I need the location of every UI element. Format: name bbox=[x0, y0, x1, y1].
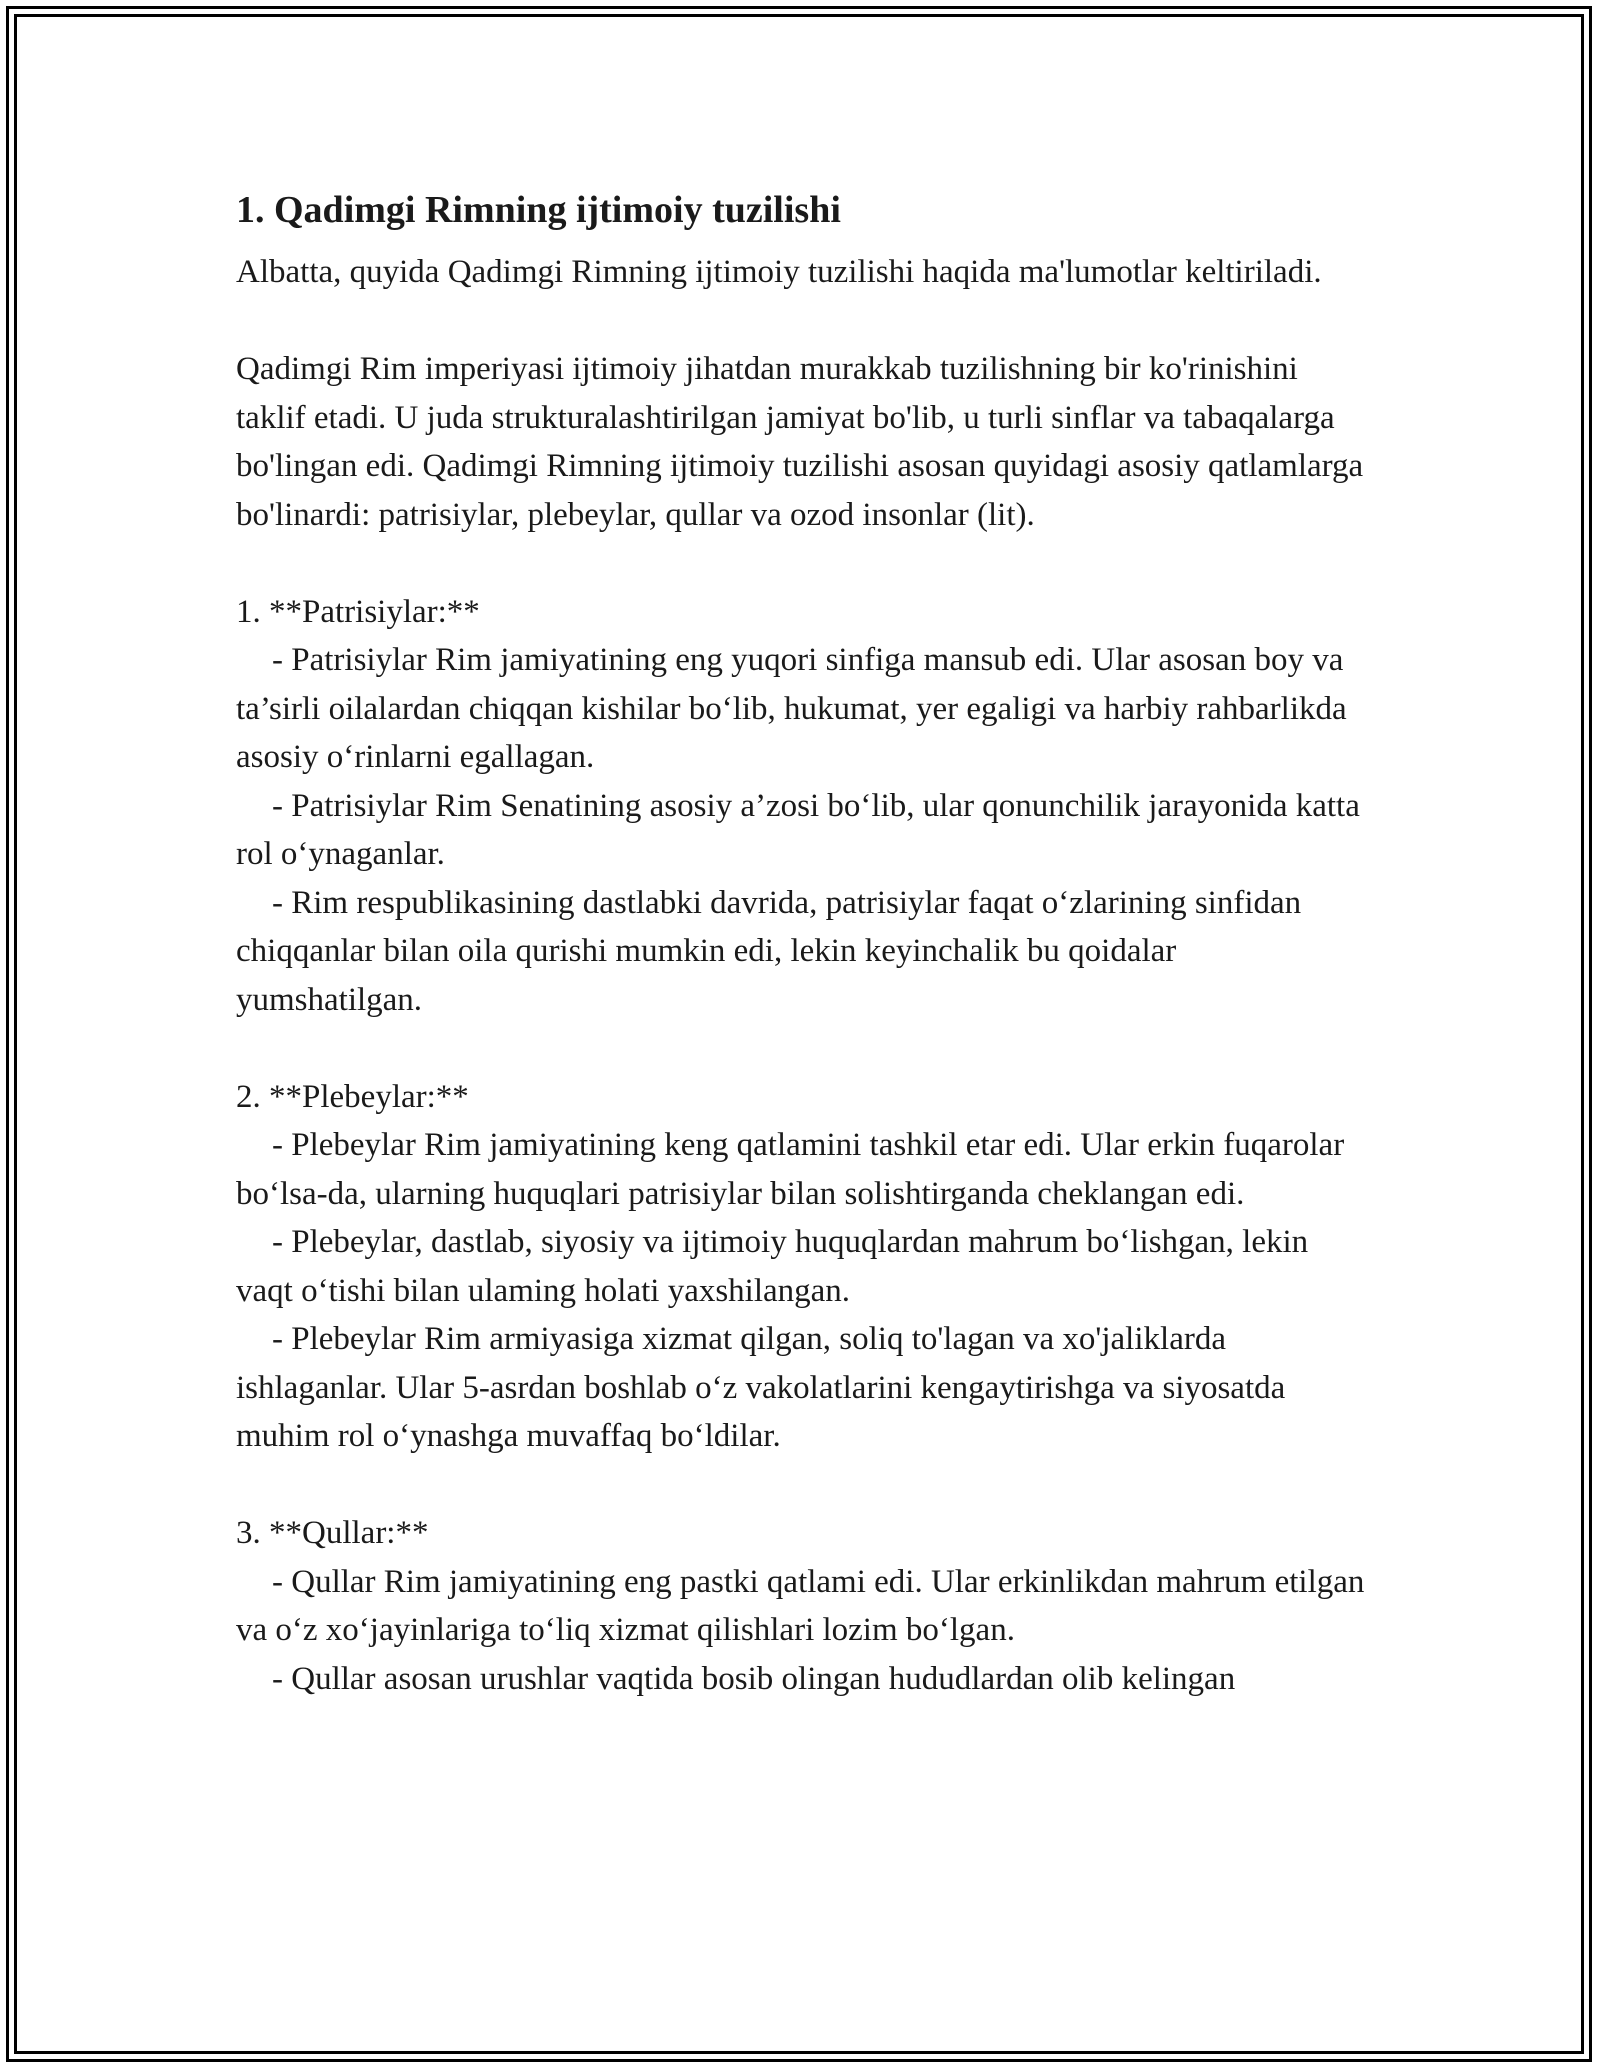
list-item: - Patrisiylar Rim Senatining asosiy a’zosi bo‘lib, ular qonunchilik jarayonida katta rol o‘ynaganlar. bbox=[236, 787, 1360, 872]
list-item: - Plebeylar Rim jamiyatining keng qatlamini tashkil etar edi. Ular erkin fuqarolar bo‘lsa-da, ularning huquqlari patrisiylar bilan solishtirganda cheklangan edi. bbox=[236, 1127, 1345, 1212]
spacer bbox=[236, 1024, 1366, 1073]
document-body bbox=[236, 186, 1366, 1703]
spacer bbox=[236, 1461, 1366, 1510]
section-title: 3. **Qullar:** bbox=[236, 1515, 429, 1551]
section-plebeylar bbox=[236, 1073, 1366, 1461]
section-title: 2. **Plebeylar:** bbox=[236, 1078, 469, 1115]
document-heading: 1. Qadimgi Rimning ijtimoiy tuzilishi bbox=[236, 189, 841, 231]
spacer bbox=[236, 539, 1366, 588]
section-patrisiylar bbox=[236, 588, 1366, 1025]
list-item: - Qullar Rim jamiyatining eng pastki qatlami edi. Ular erkinlikdan mahrum etilgan va o‘z xo‘jayinlariga to‘liq xizmat qilishlari lozim bo‘lgan. bbox=[236, 1563, 1365, 1648]
overview-paragraph: Qadimgi Rim imperiyasi ijtimoiy jihatdan murakkab tuzilishning bir ko'rinishini taklif etadi. U juda strukturalashtirilgan jamiyat bo'lib, u turli sinflar va tabaqalarga bo'lingan edi. Qadimgi Rimning ijtimoiy tuzilishi asosan quyidagi asosiy qatlamlarga bo'linardi: patrisiylar, plebeylar, qullar va ozod insonlar (lit). bbox=[236, 351, 1364, 533]
list-item: - Plebeylar Rim armiyasiga xizmat qilgan, soliq to'lagan va xo'jaliklarda ishlaganlar. Ular 5-asrdan boshlab o‘z vakolatlarini kengaytirishga va siyosatda muhim rol o‘ynashga muvaffaq bo‘ldilar. bbox=[236, 1321, 1286, 1454]
spacer bbox=[236, 297, 1366, 346]
list-item: - Patrisiylar Rim jamiyatining eng yuqori sinfiga mansub edi. Ular asosan boy va ta’sirli oilalardan chiqqan kishilar bo‘lib, hukumat, yer egaligi va harbiy rahbarlikda asosiy o‘rinlarni egallagan. bbox=[236, 642, 1347, 775]
list-item: - Rim respublikasining dastlabki davrida, patrisiylar faqat o‘zlarining sinfidan chiqqanlar bilan oila qurishi mumkin edi, lekin keyinchalik bu qoidalar yumshatilgan. bbox=[236, 884, 1302, 1018]
list-item: - Plebeylar, dastlab, siyosiy va ijtimoiy huquqlardan mahrum bo‘lishgan, lekin vaqt o‘tishi bilan ulaming holati yaxshilangan. bbox=[236, 1224, 1309, 1309]
intro-paragraph: Albatta, quyida Qadimgi Rimning ijtimoiy tuzilishi haqida ma'lumotlar keltiriladi. bbox=[236, 254, 1322, 290]
section-qullar bbox=[236, 1509, 1366, 1703]
section-title: 1. **Patrisiylar:** bbox=[236, 593, 480, 630]
list-item: - Qullar asosan urushlar vaqtida bosib olingan hududlardan olib kelingan bbox=[272, 1660, 1236, 1697]
